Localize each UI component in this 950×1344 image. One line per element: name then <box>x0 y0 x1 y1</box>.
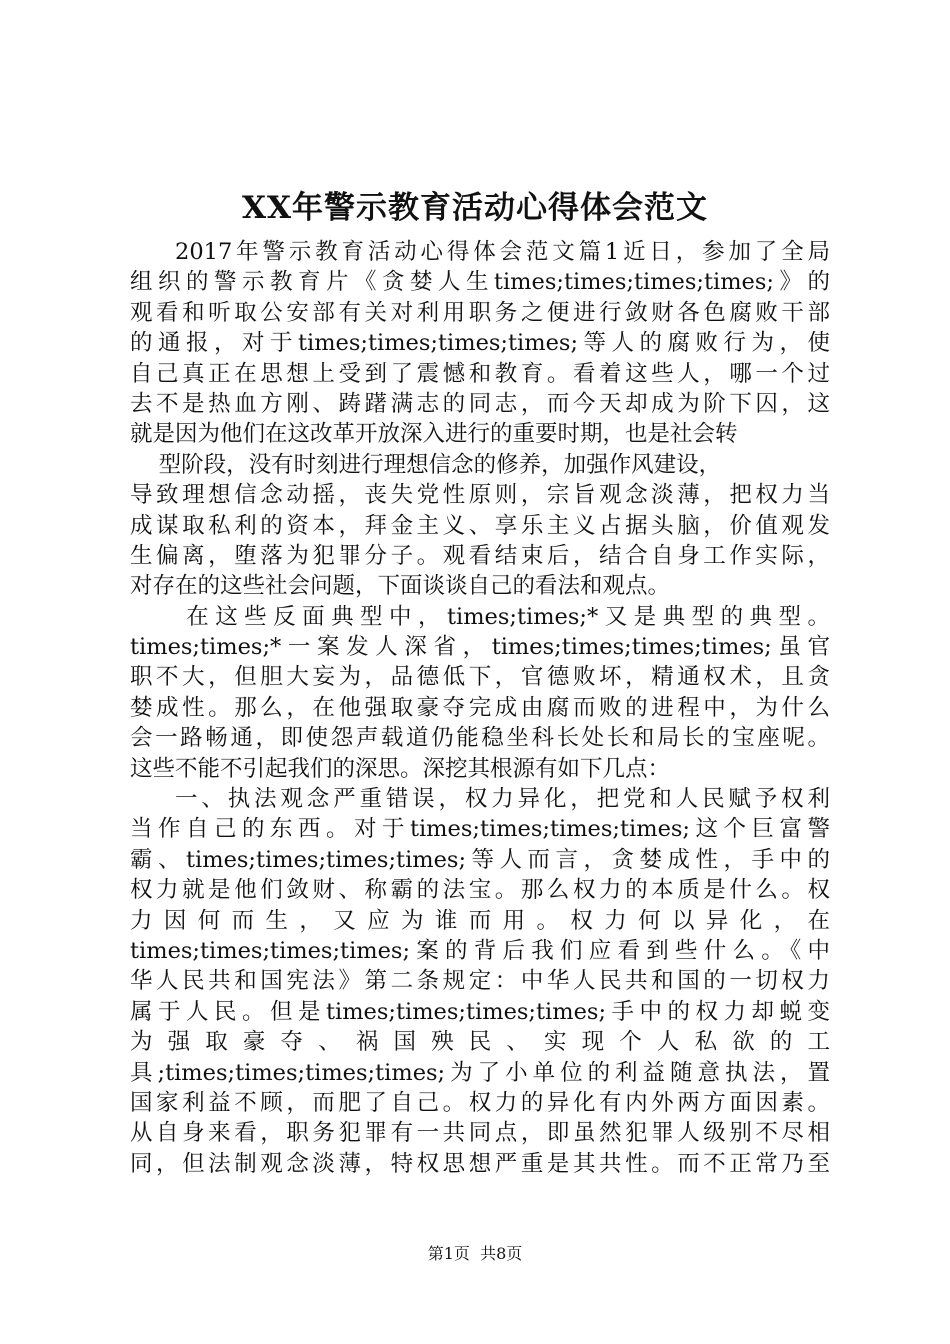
body-text-line: 在这些反面典型中，times;times;*又是典型的典型。 <box>186 603 830 630</box>
page-footer: 第1页 共8页 <box>427 1244 523 1263</box>
body-text-line: 当作自己的东西。对于times;times;times;times;这个巨富警 <box>130 816 830 843</box>
body-text-line: 婪成性。那么，在他强取豪夺完成由腐而败的进程中，为什么 <box>130 694 830 721</box>
document-body <box>130 237 830 1179</box>
body-text-line: 型阶段，没有时刻进行理想信念的修养，加强作风建设， <box>130 451 722 478</box>
body-text-line: 同，但法制观念淡薄，特权思想严重是其共性。而不正常乃至 <box>130 1150 830 1177</box>
body-text-line: 力因何而生，又应为谁而用。权力何以异化，在 <box>130 907 830 934</box>
body-text-line: 对存在的这些社会问题，下面谈谈自己的看法和观点。 <box>130 573 671 600</box>
body-text-line: 观看和听取公安部有关对利用职务之便进行敛财各色腐败干部 <box>130 299 830 326</box>
body-text-line: 2017年警示教育活动心得体会范文篇1近日，参加了全局 <box>175 239 830 265</box>
document-title: XX年警示教育活动心得体会范文 <box>241 190 709 226</box>
body-text-line: 霸、times;times;times;times;等人而言，贪婪成性，手中的 <box>130 846 830 873</box>
body-text-line: 一、执法观念严重错误，权力异化，把党和人民赋予权利 <box>175 786 830 813</box>
body-text-line: 生偏离，堕落为犯罪分子。观看结束后，结合自身工作实际， <box>130 542 830 569</box>
body-text-line: 华人民共和国宪法》第二条规定：中华人民共和国的一切权力 <box>130 968 830 995</box>
body-text-line: 国家利益不顾，而肥了自己。权力的异化有内外两方面因素。 <box>130 1089 830 1116</box>
body-text-line: 权力就是他们敛财、称霸的法宝。那么权力的本质是什么。权 <box>130 877 830 904</box>
body-text-line: times;times;times;times;案的背后我们应看到些什么。《中 <box>130 937 830 964</box>
body-text-line: 组织的警示教育片《贪婪人生times;times;times;times;》的 <box>130 269 830 296</box>
body-text-line: 属于人民。但是times;times;times;times;手中的权力却蜕变 <box>130 998 830 1025</box>
body-text-line: 去不是热血方刚、踌躇满志的同志，而今天却成为阶下囚，这 <box>130 390 830 417</box>
body-text-line: 会一路畅通，即使怨声载道仍能稳坐科长处长和局长的宝座呢。 <box>130 725 830 752</box>
body-text-line: 这些不能不引起我们的深思。深挖其根源有如下几点： <box>130 755 671 782</box>
body-text-line: 具;times;times;times;times;为了小单位的利益随意执法，置 <box>130 1059 830 1086</box>
body-text-line: times;times;*一案发人深省，times;times;times;times;虽官 <box>130 634 830 661</box>
body-text-line: 职不大，但胆大妄为，品德低下，官德败坏，精通权术，且贪 <box>130 664 830 691</box>
body-text-line: 为强取豪夺、祸国殃民、实现个人私欲的工 <box>130 1029 830 1056</box>
body-text-line: 成谋取私利的资本，拜金主义、享乐主义占据头脑，价值观发 <box>130 512 830 539</box>
body-text-line: 从自身来看，职务犯罪有一共同点，即虽然犯罪人级别不尽相 <box>130 1120 830 1147</box>
body-text-line: 的通报，对于times;times;times;times;等人的腐败行为，使 <box>130 330 830 357</box>
body-text-line: 就是因为他们在这改革开放深入进行的重要时期，也是社会转 <box>130 421 738 448</box>
body-text-line: 导致理想信念动摇，丧失党性原则，宗旨观念淡薄，把权力当 <box>130 482 830 509</box>
body-text-line: 自己真正在思想上受到了震憾和教育。看着这些人，哪一个过 <box>130 360 830 387</box>
